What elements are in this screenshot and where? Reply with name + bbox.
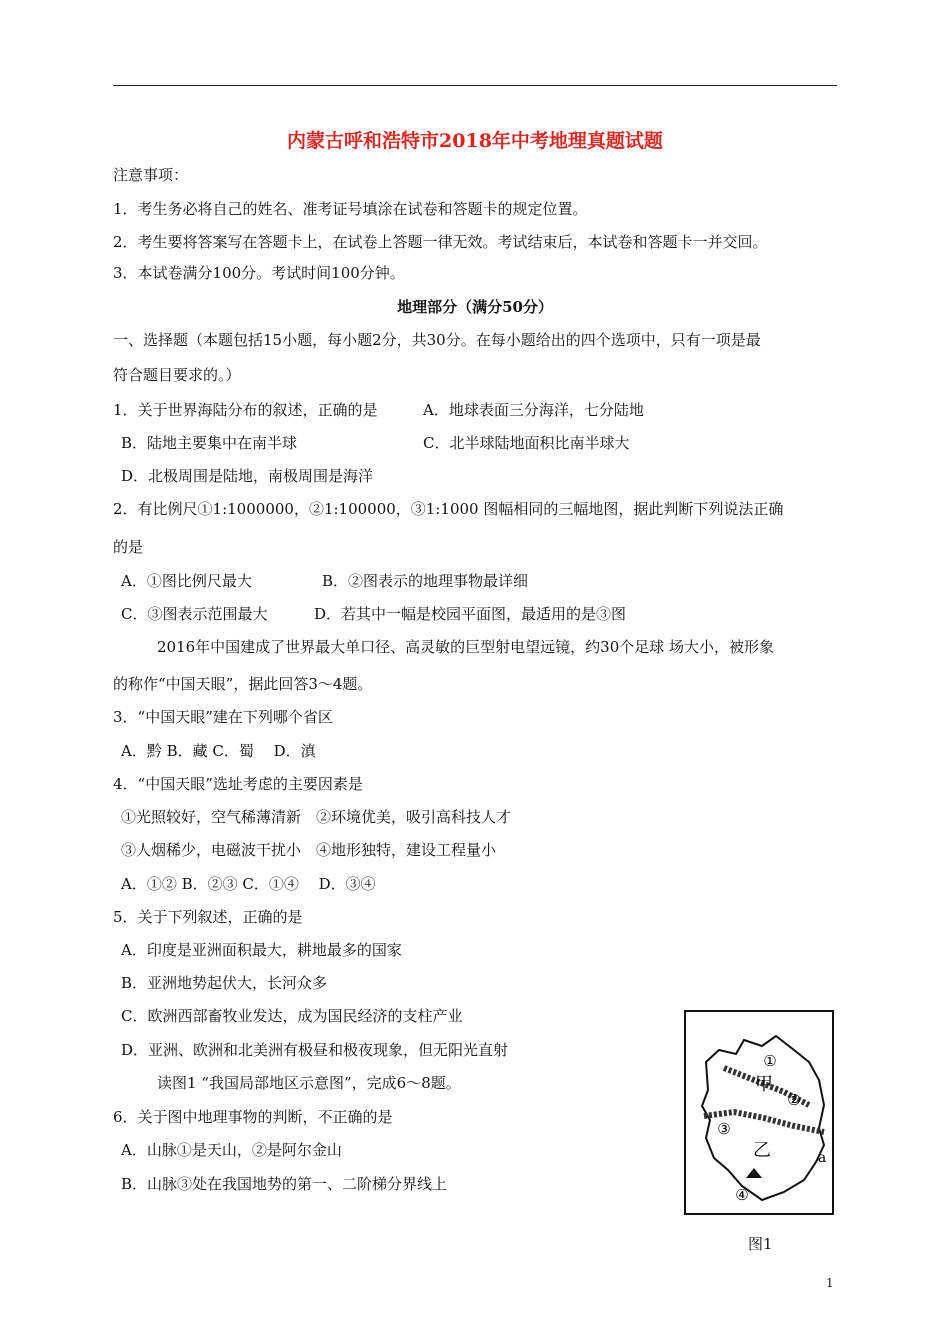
- map-label-3: ③: [717, 1120, 731, 1138]
- q5-option-a: A．印度是亚洲面积最大，耕地最多的国家: [121, 941, 402, 959]
- notice-item-2: 2．考生要将答案写在答题卡上，在试卷上答题一律无效。考试结束后，本试卷和答题卡一并交回。: [113, 233, 768, 251]
- map-label-2: ②: [787, 1091, 801, 1109]
- part1-intro-line1: 一、选择题（本题包括15小题，每小题2分，共30分。在每小题给出的四个选项中，只有一项是最: [113, 331, 761, 349]
- q6-option-a: A．山脉①是天山，②是阿尔金山: [121, 1141, 342, 1159]
- notice-item-3: 3．本试卷满分100分。考试时间100分钟。: [113, 264, 405, 282]
- passage-line1: 2016年中国建成了世界最大单口径、高灵敏的巨型射电望远镜，约30个足球 场大小，被形象: [157, 638, 775, 656]
- notice-heading: 注意事项：: [113, 166, 189, 184]
- q3-options: A．黔 B．藏 C．蜀 D．滇: [121, 742, 316, 760]
- q6-stem: 6．关于图中地理事物的判断，不正确的是: [113, 1108, 393, 1126]
- map-label-yi: 乙: [753, 1140, 771, 1161]
- q2-option-b: B．②图表示的地理事物最详细: [322, 572, 529, 590]
- map-label-4: ④: [735, 1186, 749, 1204]
- top-rule: [113, 85, 837, 86]
- q4-factors-line1: ①光照较好，空气稀薄清新 ②环境优美，吸引高科技人才: [121, 808, 512, 826]
- q6-option-b: B．山脉③处在我国地势的第一、二阶梯分界线上: [121, 1175, 448, 1193]
- page-title: 内蒙古呼和浩特市2018年中考地理真题试题: [287, 130, 663, 152]
- q1-option-d: D．北极周围是陆地，南极周围是海洋: [121, 467, 374, 485]
- q5-option-c: C．欧洲西部畜牧业发达，成为国民经济的支柱产业: [121, 1007, 463, 1025]
- region-map-figure: [684, 1010, 834, 1215]
- q4-factors-line2: ③人烟稀少，电磁波干扰小 ④地形独特，建设工程量小: [121, 841, 497, 859]
- q1-option-b: B．陆地主要集中在南半球: [121, 434, 298, 452]
- map-frame: [685, 1011, 833, 1214]
- map-label-1: ①: [763, 1052, 777, 1070]
- section-title: 地理部分（满分50分）: [397, 298, 553, 316]
- q2-option-a: A．①图比例尺最大: [121, 572, 252, 590]
- q4-stem: 4．“中国天眼”选址考虑的主要因素是: [113, 775, 363, 793]
- q2-option-d: D．若其中一幅是校园平面图，最适用的是③图: [314, 605, 627, 623]
- page-number: 1: [826, 1276, 834, 1290]
- q2-stem-line2: 的是: [113, 538, 144, 556]
- map-label-a: a: [817, 1150, 827, 1166]
- map-label-jia: 甲: [755, 1074, 773, 1095]
- q4-options: A．①② B．②③ C．①④ D．③④: [121, 875, 376, 893]
- q1-option-a: A．地球表面三分海洋，七分陆地: [423, 401, 644, 419]
- notice-item-1: 1．考生务必将自己的姓名、准考证号填涂在试卷和答题卡的规定位置。: [113, 200, 588, 218]
- q5-option-b: B．亚洲地势起伏大，长河众多: [121, 974, 328, 992]
- q2-option-c: C．③图表示范围最大: [121, 605, 268, 623]
- q1-option-c: C．北半球陆地面积比南半球大: [423, 434, 630, 452]
- passage-line2: 的称作“中国天眼”，据此回答3～4题。: [113, 675, 373, 693]
- part1-intro-line2: 符合题目要求的。）: [113, 366, 241, 384]
- read-figure-instruction: 读图1 “我国局部地区示意图”，完成6～8题。: [157, 1074, 461, 1092]
- q5-stem: 5．关于下列叙述，正确的是: [113, 908, 303, 926]
- q2-stem-line1: 2．有比例尺①1:1000000，②1:100000，③1:1000 图幅相同的三幅地图，据此判断下列说法正确: [113, 500, 784, 518]
- figure-caption: 图1: [748, 1235, 773, 1253]
- q1-stem: 1．关于世界海陆分布的叙述，正确的是: [113, 401, 378, 419]
- q5-option-d: D．亚洲、欧洲和北美洲有极昼和极夜现象，但无阳光直射: [121, 1041, 509, 1059]
- q3-stem: 3．“中国天眼”建在下列哪个省区: [113, 708, 333, 726]
